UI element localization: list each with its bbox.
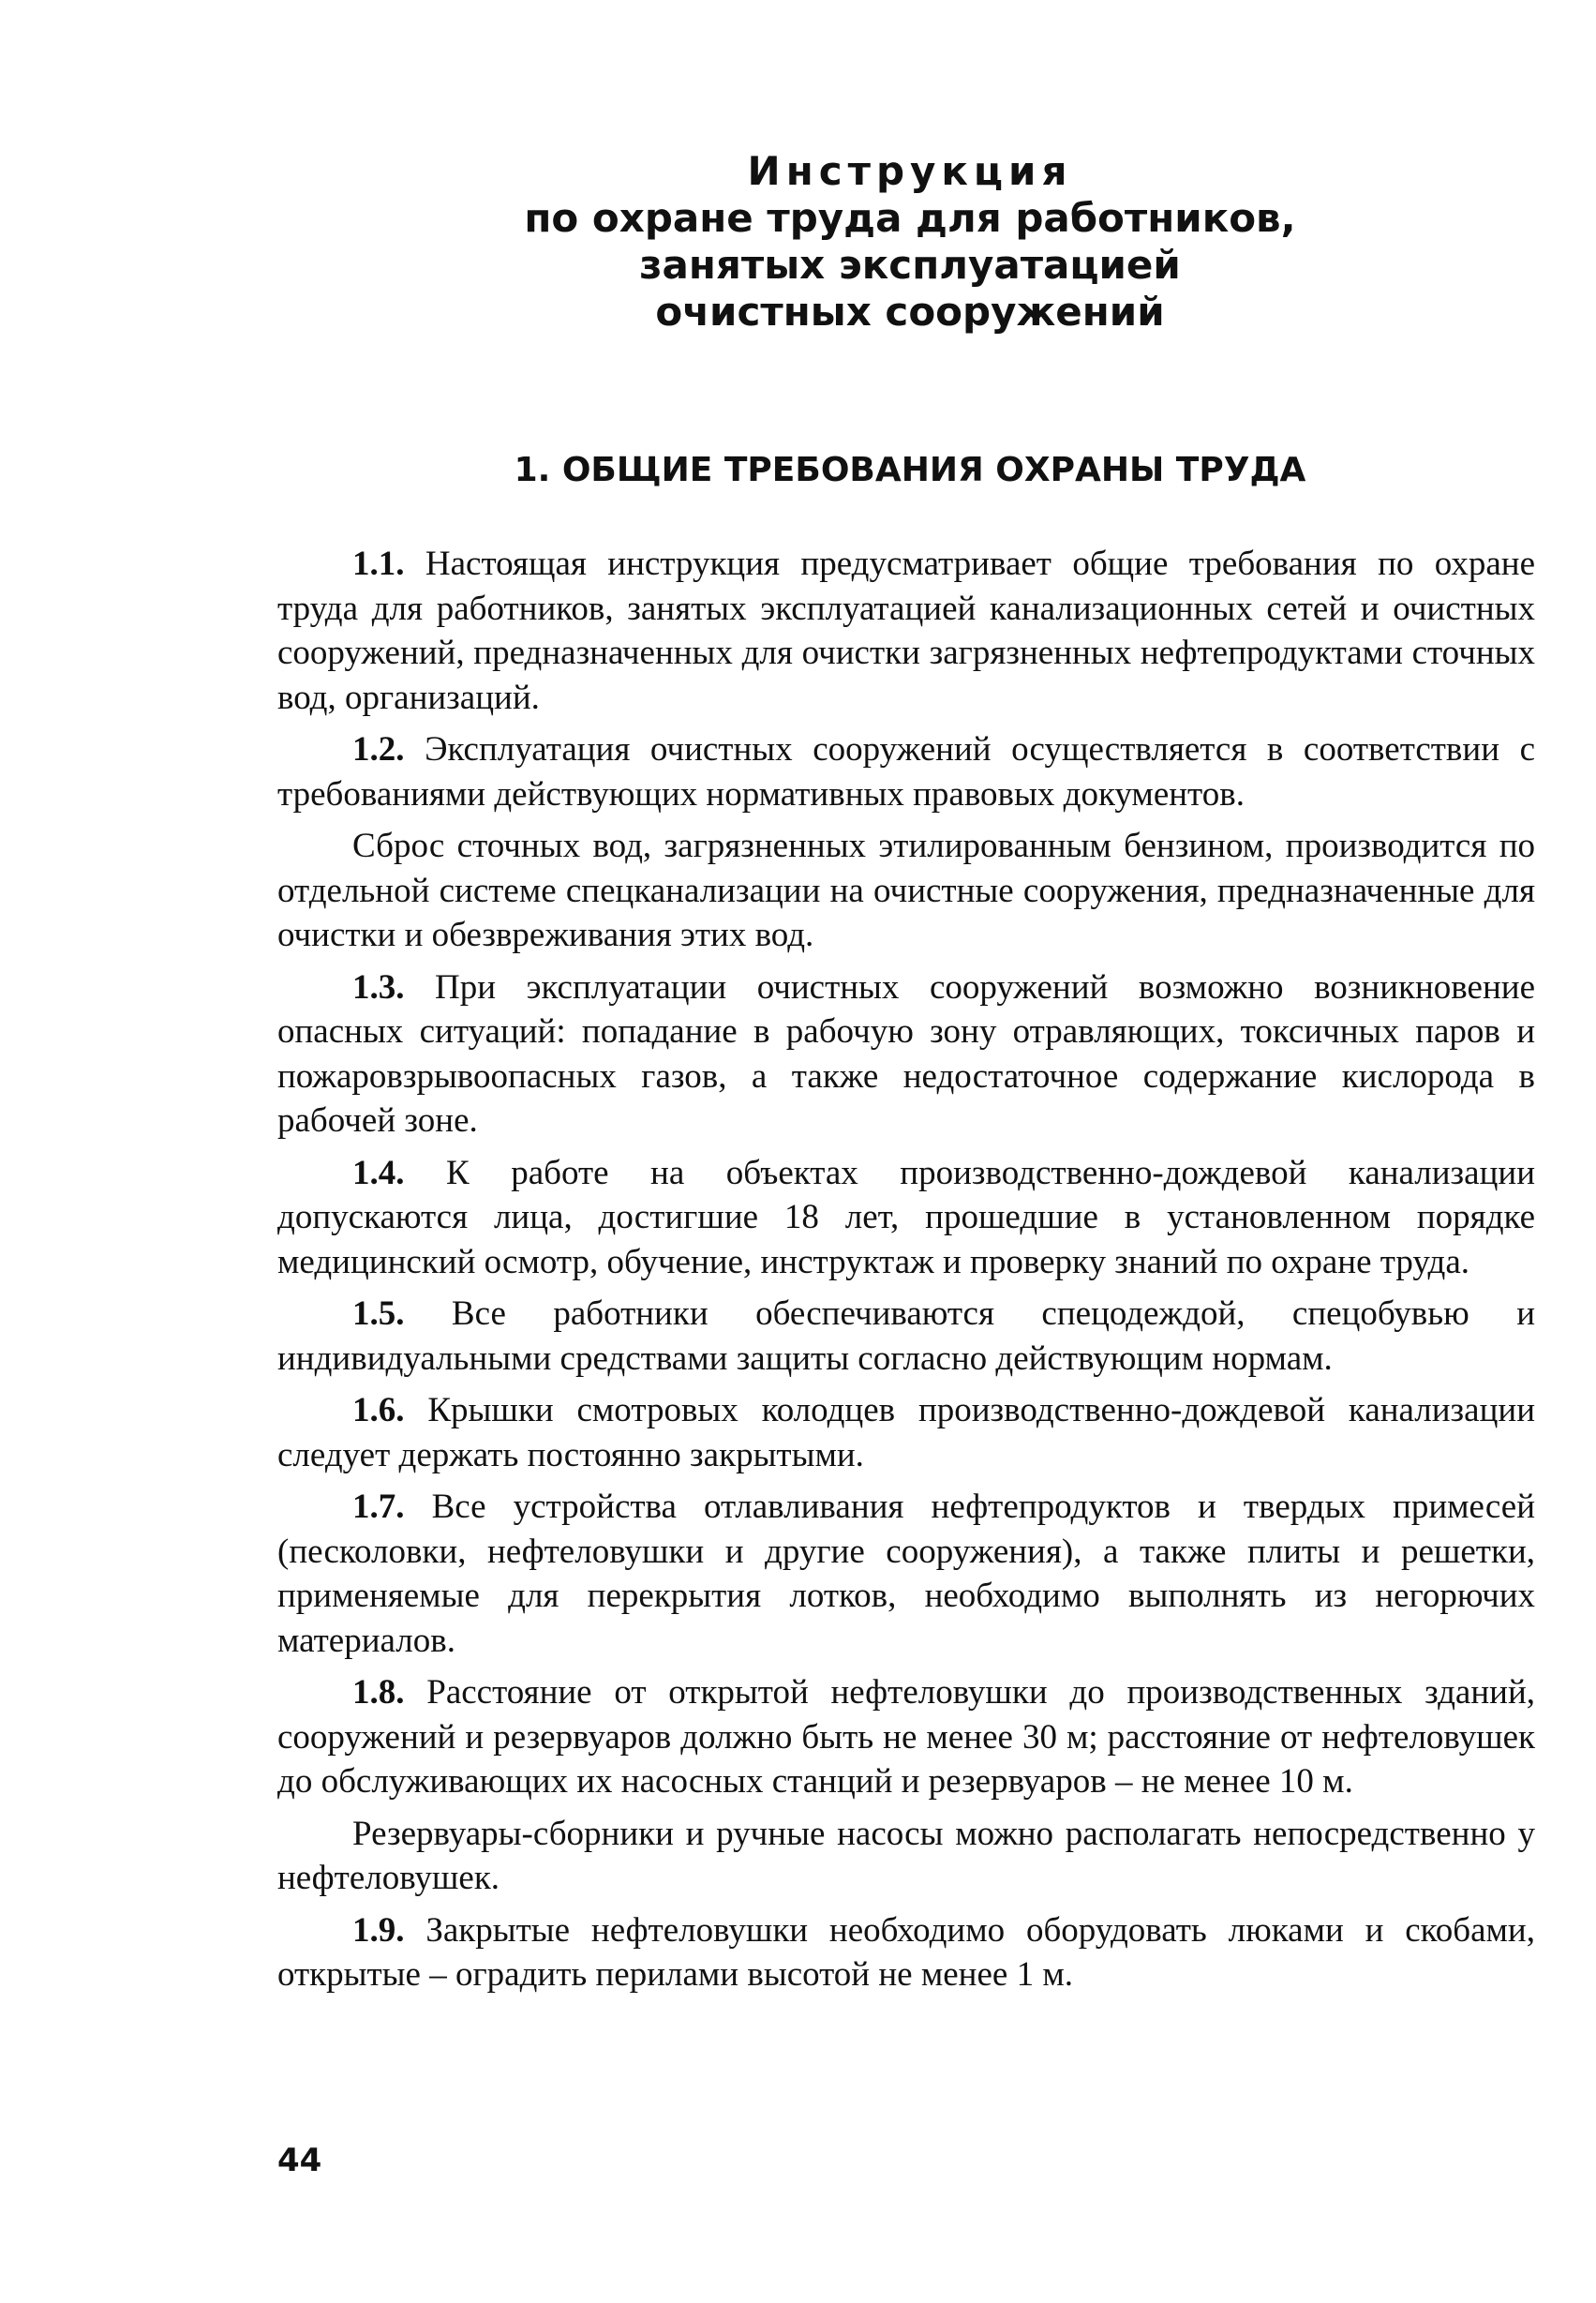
document-body bbox=[277, 542, 1535, 2005]
paragraph-1-4 bbox=[277, 1151, 1535, 1285]
title-line-4: очистных сооружений bbox=[655, 289, 1165, 335]
paragraph-text: Крышки смотровых колодцев производственно-дождевой канализации следует держать постоянно закрытыми. bbox=[277, 1391, 1535, 1474]
page-number: 44 bbox=[277, 2142, 322, 2179]
paragraph-1-5 bbox=[277, 1292, 1535, 1381]
paragraph-text: Все работники обеспечиваются спецодеждой, спецобувью и индивидуальными средствами защиты согласно действующим нормам. bbox=[277, 1294, 1535, 1378]
paragraph-number: 1.2. bbox=[352, 730, 405, 769]
paragraph-number: 1.6. bbox=[352, 1391, 405, 1429]
paragraph-1-2 bbox=[277, 727, 1535, 816]
paragraph-text: Сброс сточных вод, загрязненных этилированным бензином, производится по отдельной системе спецканализации на очистные сооружения, предназначенные для очистки и обезвреживания этих вод. bbox=[277, 827, 1535, 954]
paragraph-text: Эксплуатация очистных сооружений осуществляется в соответствии с требованиями действующих нормативных правовых документов. bbox=[277, 730, 1535, 814]
paragraph-1-3 bbox=[277, 965, 1535, 1144]
paragraph-number: 1.4. bbox=[352, 1153, 405, 1192]
paragraph-number: 1.1. bbox=[352, 545, 405, 583]
paragraph-1-8 bbox=[277, 1670, 1535, 1804]
paragraph-number: 1.9. bbox=[352, 1910, 405, 1950]
paragraph-1-8-continued bbox=[277, 1812, 1535, 1901]
document-title bbox=[277, 148, 1543, 336]
paragraph-number: 1.8. bbox=[352, 1673, 405, 1712]
paragraph-text: Резервуары-сборники и ручные насосы можно располагать непосредственно у нефтеловушек. bbox=[277, 1814, 1535, 1897]
title-line-3: занятых эксплуатацией bbox=[639, 242, 1181, 288]
paragraph-text: К работе на объектах производственно-дождевой канализации допускаются лица, достигшие 18 лет, прошедшие в установленном порядке медицинский осмотр, обучение, инструктаж и проверку знаний по охране труда. bbox=[277, 1153, 1535, 1281]
paragraph-1-7 bbox=[277, 1485, 1535, 1663]
paragraph-text: При эксплуатации очистных сооружений возможно возникновение опасных ситуаций: попадание в рабочую зону отравляющих, токсичных паров и пожаровзрывоопасных газов, а также недостаточное содержание кислорода в рабочей зоне. bbox=[277, 967, 1535, 1140]
paragraph-number: 1.5. bbox=[352, 1294, 405, 1333]
paragraph-1-6 bbox=[277, 1388, 1535, 1477]
paragraph-number: 1.3. bbox=[352, 967, 405, 1007]
paragraph-text: Настоящая инструкция предусматривает общие требования по охране труда для работников, занятых эксплуатацией канализационных сетей и очистных сооружений, предназначенных для очистки загрязненных нефтепродуктами сточных вод, организаций. bbox=[277, 545, 1535, 717]
paragraph-1-9 bbox=[277, 1908, 1535, 1997]
paragraph-text: Закрытые нефтеловушки необходимо оборудовать люками и скобами, открытые – оградить перилами высотой не менее 1 м. bbox=[277, 1910, 1535, 1994]
paragraph-text: Расстояние от открытой нефтеловушки до производственных зданий, сооружений и резервуаров должно быть не менее 30 м; расстояние от нефтеловушек до обслуживающих их насосных станций и резервуаров – не менее 10 м. bbox=[277, 1673, 1535, 1801]
paragraph-number: 1.7. bbox=[352, 1488, 405, 1526]
document-page bbox=[277, 0, 1543, 2303]
title-line-1: Инструкция bbox=[747, 148, 1073, 194]
paragraph-1-2-continued bbox=[277, 824, 1535, 958]
section-heading: 1. ОБЩИЕ ТРЕБОВАНИЯ ОХРАНЫ ТРУДА bbox=[514, 451, 1306, 489]
paragraph-1-1 bbox=[277, 542, 1535, 720]
title-line-2: по охране труда для работников, bbox=[524, 195, 1296, 241]
paragraph-text: Все устройства отлавливания нефтепродуктов и твердых примесей (песколовки, нефтеловушки и другие сооружения), а также плиты и решетки, применяемые для перекрытия лотков, необходимо выполнять из негорючих материалов. bbox=[277, 1488, 1535, 1660]
